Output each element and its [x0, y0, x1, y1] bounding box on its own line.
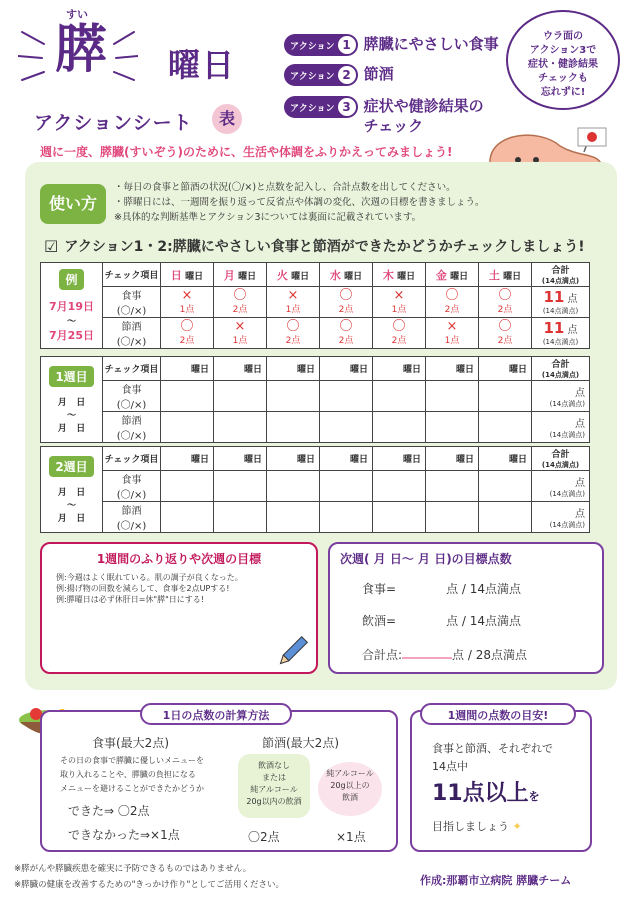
sparkle-icon: ✦: [512, 820, 522, 833]
week1-drink-cell[interactable]: [320, 412, 373, 443]
pencil-icon: [278, 630, 314, 666]
week2-drink-cell[interactable]: [161, 502, 214, 533]
guide-line2: 14点中: [432, 760, 468, 773]
action-2-text: 節酒: [363, 65, 394, 83]
week2-food-cell[interactable]: [373, 471, 426, 502]
week2-drink-row: 節酒 (〇/×) 点 (14点満点): [41, 502, 590, 533]
ng-point: ×1点: [336, 830, 366, 844]
week1-food-cell[interactable]: [267, 381, 320, 412]
week2-food-cell[interactable]: [479, 471, 532, 502]
drink-head: 節酒(最大2点): [262, 736, 339, 750]
title-kanji: 膵: [55, 20, 108, 80]
week2-food-cell[interactable]: [267, 471, 320, 502]
week2-drink-cell[interactable]: [426, 502, 479, 533]
week1-food-cell[interactable]: [373, 381, 426, 412]
week2-drink-cell[interactable]: [214, 502, 267, 533]
week2-food-row: 食事 (〇/×) 点 (14点満点): [41, 471, 590, 502]
week1-drink-cell[interactable]: [426, 412, 479, 443]
week2-drink-cell[interactable]: [320, 502, 373, 533]
ok-drink-bubble: 飲酒なし または 純アルコール 20g以内の飲酒: [238, 754, 310, 818]
action-1: [284, 34, 499, 56]
reflection-title: 1週間のふり返りや次週の目標: [96, 552, 262, 566]
action-badge: アクション 1: [284, 34, 358, 56]
footer-note-2: ※膵臓の健康を改善するための"きっかけ作り"としてご活用ください。: [14, 880, 284, 890]
checkbox-icon: ☑: [44, 236, 59, 256]
week2-drink-cell[interactable]: [373, 502, 426, 533]
action-3-text: 症状や健診結果の チェック: [363, 97, 484, 135]
week2-food-cell[interactable]: [320, 471, 373, 502]
week1-drink-cell[interactable]: [214, 412, 267, 443]
example-date-cell: 例 7月19日 〜 7月25日: [41, 263, 103, 349]
side-badge: 表: [212, 104, 242, 134]
reflection-examples: 例:今週はよく眠れている。肌の調子が良くなった。 例:揚げ物の回数を減らして、食事を2点UPする! 例:膵曜日は必ず休肝日=休"膵"日にする!: [56, 573, 243, 604]
action-badge: アクション 3: [284, 96, 358, 118]
check-title: ☑ アクション1・2:膵臓にやさしい食事と節酒ができたかどうかチェックしましょう!: [44, 236, 585, 256]
example-food-row: 食事 (〇/×) × 1点 〇 2点 × 1点 〇 2点 × 1点 〇 2点 〇 2点 11 点 (14点満点): [41, 287, 590, 318]
food-desc: その日の食事で膵臓に優しいメニューを 取り入れることや、膵臓の負担になる メニューを避けることができたかどうか: [60, 756, 204, 793]
howto-list: [114, 180, 485, 225]
goal-food-row[interactable]: 食事= 点 / 14点満点: [362, 582, 522, 596]
footer-note-1: ※膵がんや膵臓疾患を確実に予防できるものではありません。: [14, 864, 252, 874]
calc-title: 1日の点数の計算方法: [140, 703, 292, 725]
week1-table: 1週目 月 日 〜 月 日 チェック項目 曜日 曜日 曜日 曜日 曜日 曜日 曜日 合計 (14点満点) 食事 (〇/×) 点 (14点満点) 節酒 (〇/×) 点 (14点満点): [40, 356, 590, 443]
goal-drink-row[interactable]: 飲酒= 点 / 14点満点: [362, 614, 522, 628]
credit: 作成:那覇市立病院 膵臓チーム: [420, 874, 572, 887]
action-3: [284, 96, 484, 136]
week1-food-cell[interactable]: [320, 381, 373, 412]
week1-food-cell[interactable]: [479, 381, 532, 412]
week1-drink-cell[interactable]: [267, 412, 320, 443]
week1-food-cell[interactable]: [214, 381, 267, 412]
example-table: 例 7月19日 〜 7月25日 チェック項目 日 曜日 月 曜日 火 曜日 水 曜日 木 曜日 金 曜日 土 曜日 合計 (14点満点) 食事 (〇/×) × 1点 〇 2点 × 1点 〇 2点 × 1点 〇 2点 〇 2点 11 点 (14点満点) 節酒 (〇/×) 〇 2点 × 1点 〇 2点 〇 2点 〇 2点 × 1点 〇 2点 11 点 (14点満点): [40, 262, 590, 349]
action-1-text: 膵臓にやさしい食事: [363, 35, 499, 53]
title-youbi: 曜日: [168, 46, 237, 84]
week2-food-cell[interactable]: [161, 471, 214, 502]
reflection-box[interactable]: [40, 542, 318, 674]
can-rule: できた⇒ 〇2点: [68, 804, 150, 818]
howto-item: ※具体的な判断基準とアクション3については裏面に記載されています。: [114, 212, 422, 223]
week2-drink-cell[interactable]: [479, 502, 532, 533]
col-header-item: チェック項目: [103, 263, 161, 287]
guide-line1: 食事と節酒、それぞれで: [432, 742, 553, 755]
week2-food-cell[interactable]: [426, 471, 479, 502]
page-subtitle: アクションシート: [34, 112, 193, 134]
week1-food-cell[interactable]: [161, 381, 214, 412]
howto-item: ・毎日の食事と節酒の状況(〇/×)と点数を記入し、合計点数を出してください。: [114, 182, 456, 193]
week1-drink-cell[interactable]: [161, 412, 214, 443]
guide-title: 1週間の点数の目安!: [420, 703, 576, 725]
goal-title: 次週( 月 日〜 月 日)の目標点数: [340, 552, 512, 566]
guide-target: 11点以上を: [432, 781, 540, 806]
action-badge: アクション 2: [284, 64, 358, 86]
week2-drink-cell[interactable]: [267, 502, 320, 533]
intro-text: 週に一度、膵臓(すいぞう)のために、生活や体調をふりかえってみましょう!: [40, 145, 453, 159]
howto-item: ・膵曜日には、一週間を振り返って反省点や体調の変化、次週の目標を書きましょう。: [114, 197, 485, 208]
food-head: 食事(最大2点): [92, 736, 169, 750]
title-ruby: すい: [66, 8, 88, 21]
ng-drink-bubble: 純アルコール 20g以上の 飲酒: [318, 762, 382, 816]
cannot-rule: できなかった⇒×1点: [68, 828, 180, 842]
week2-food-cell[interactable]: [214, 471, 267, 502]
week2-date-cell: 2週目 月 日 〜 月 日: [41, 447, 103, 533]
week1-food-cell[interactable]: [426, 381, 479, 412]
week1-food-row: 食事 (〇/×) 点 (14点満点): [41, 381, 590, 412]
ok-point: 〇2点: [248, 830, 280, 844]
week1-drink-cell[interactable]: [479, 412, 532, 443]
example-drink-row: 節酒 (〇/×) 〇 2点 × 1点 〇 2点 〇 2点 〇 2点 × 1点 〇 2点 11 点 (14点満点): [41, 318, 590, 349]
guide-line3: 目指しましょう ✦: [432, 820, 522, 833]
reminder-bubble: ウラ面の アクション3で 症状・健診結果 チェックも 忘れずに!: [506, 10, 620, 110]
week1-drink-cell[interactable]: [373, 412, 426, 443]
goal-total-row[interactable]: 合計点: 点 / 28点満点: [362, 648, 527, 662]
week1-date-cell: 1週目 月 日 〜 月 日: [41, 357, 103, 443]
howto-label: 使い方: [40, 184, 106, 224]
week2-table: 2週目 月 日 〜 月 日 チェック項目 曜日 曜日 曜日 曜日 曜日 曜日 曜日 合計 (14点満点) 食事 (〇/×) 点 (14点満点) 節酒 (〇/×) 点 (14点満点): [40, 446, 590, 533]
week1-drink-row: 節酒 (〇/×) 点 (14点満点): [41, 412, 590, 443]
action-2: [284, 64, 394, 86]
